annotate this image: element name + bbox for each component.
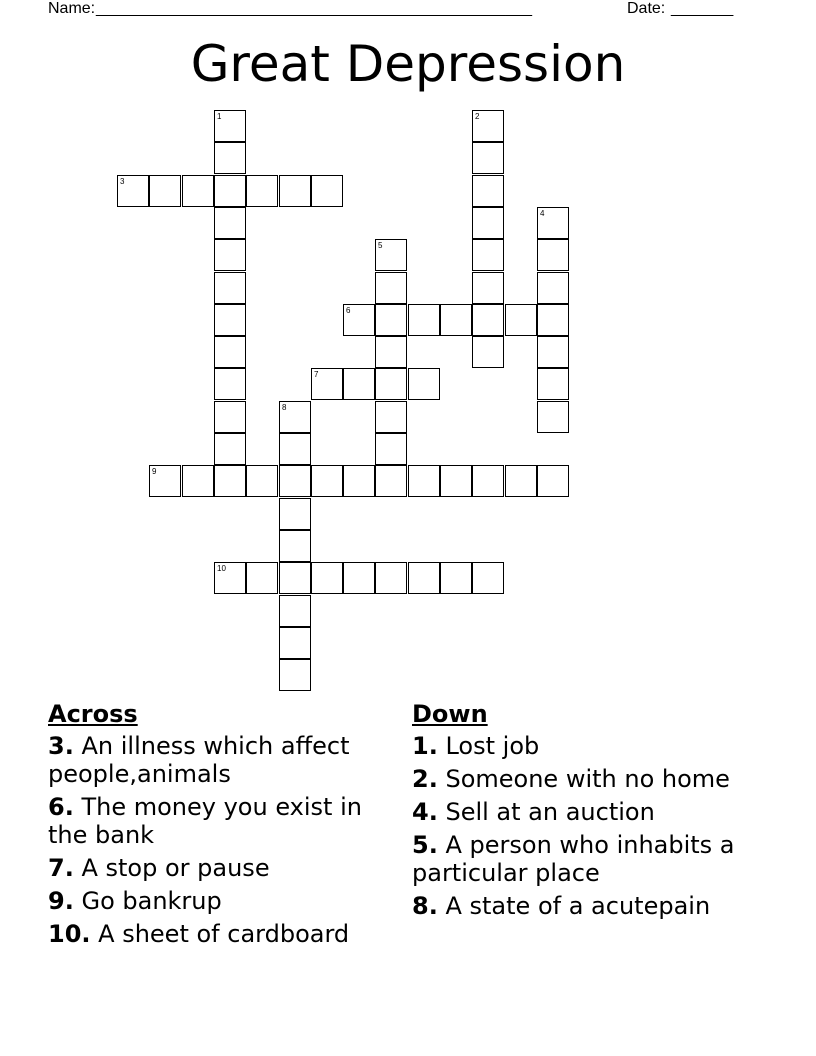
name-field[interactable]: _________________________________________________ (96, 0, 533, 17)
grid-cell[interactable] (214, 562, 246, 594)
date-label: Date: (627, 0, 666, 17)
grid-cell[interactable] (279, 401, 311, 433)
clue-text: A person who inhabits a particular place (412, 831, 735, 887)
grid-cell[interactable] (472, 465, 504, 497)
grid-cell[interactable] (214, 175, 246, 207)
down-clue (412, 798, 752, 826)
clue-text: The money you exist in the bank (48, 793, 362, 849)
grid-cell[interactable] (246, 465, 278, 497)
grid-cell[interactable] (537, 207, 569, 239)
clue-text: An illness which affect people,animals (48, 732, 350, 788)
grid-cell[interactable] (472, 336, 504, 368)
grid-cell[interactable] (214, 465, 246, 497)
grid-cell[interactable] (214, 239, 246, 271)
grid-cell[interactable] (214, 142, 246, 174)
grid-cell[interactable] (279, 433, 311, 465)
clue-num: 7. (48, 854, 74, 882)
clue-num: 6. (48, 793, 74, 821)
grid-cell[interactable] (472, 272, 504, 304)
grid-cell[interactable] (375, 336, 407, 368)
clue-text: Someone with no home (445, 765, 730, 793)
grid-cell[interactable] (279, 595, 311, 627)
clue-num: 4. (412, 798, 438, 826)
grid-cell[interactable] (149, 465, 181, 497)
grid-cell[interactable] (375, 401, 407, 433)
down-clue (412, 892, 752, 920)
grid-cell[interactable] (214, 207, 246, 239)
grid-cell[interactable] (117, 175, 149, 207)
grid-cell[interactable] (505, 465, 537, 497)
grid-cell[interactable] (182, 465, 214, 497)
clue-num: 3. (48, 732, 74, 760)
down-clue (412, 765, 752, 793)
clue-text: A stop or pause (81, 854, 270, 882)
grid-cell[interactable] (408, 304, 440, 336)
grid-cell[interactable] (214, 433, 246, 465)
grid-cell[interactable] (214, 110, 246, 142)
clue-text: Lost job (445, 732, 540, 760)
across-clue (48, 854, 388, 882)
grid-cell[interactable] (343, 562, 375, 594)
grid-cell[interactable] (375, 433, 407, 465)
down-clue (412, 732, 752, 760)
grid-cell[interactable] (214, 336, 246, 368)
across-clue (48, 732, 388, 788)
grid-cell[interactable] (440, 562, 472, 594)
down-clue-list (412, 732, 752, 920)
grid-cell[interactable] (408, 562, 440, 594)
grid-cell[interactable] (472, 142, 504, 174)
across-clues (48, 700, 388, 953)
across-clue (48, 920, 388, 948)
grid-cell[interactable] (214, 304, 246, 336)
grid-cell[interactable] (375, 239, 407, 271)
grid-cell[interactable] (279, 627, 311, 659)
grid-cell[interactable] (472, 239, 504, 271)
grid-cell[interactable] (537, 304, 569, 336)
grid-cell[interactable] (472, 110, 504, 142)
grid-cell[interactable] (149, 175, 181, 207)
grid-cell[interactable] (279, 562, 311, 594)
grid-cell[interactable] (440, 304, 472, 336)
clue-text: A sheet of cardboard (98, 920, 350, 948)
grid-cell[interactable] (375, 304, 407, 336)
grid-cell[interactable] (279, 530, 311, 562)
grid-cell[interactable] (375, 562, 407, 594)
grid-cell[interactable] (537, 465, 569, 497)
grid-cell[interactable] (537, 272, 569, 304)
clue-text: A state of a acutepain (445, 892, 711, 920)
across-heading: Across (48, 700, 138, 728)
clue-number: 2 (475, 112, 480, 121)
clue-number: 9 (152, 467, 157, 476)
grid-cell[interactable] (375, 465, 407, 497)
grid-cell[interactable] (343, 368, 375, 400)
grid-cell[interactable] (214, 401, 246, 433)
grid-cell[interactable] (214, 368, 246, 400)
grid-cell[interactable] (311, 175, 343, 207)
clue-number: 6 (346, 306, 351, 315)
grid-cell[interactable] (279, 175, 311, 207)
grid-cell[interactable] (472, 175, 504, 207)
grid-cell[interactable] (537, 401, 569, 433)
name-label: Name: (48, 0, 96, 17)
grid-cell[interactable] (537, 239, 569, 271)
grid-cell[interactable] (505, 304, 537, 336)
grid-cell[interactable] (472, 207, 504, 239)
grid-cell[interactable] (311, 368, 343, 400)
clue-number: 1 (217, 112, 222, 121)
clue-number: 5 (378, 241, 383, 250)
grid-cell[interactable] (472, 562, 504, 594)
down-clue (412, 831, 752, 887)
grid-cell[interactable] (279, 465, 311, 497)
across-clue (48, 793, 388, 849)
clue-number: 7 (314, 370, 319, 379)
clue-num: 5. (412, 831, 438, 859)
across-clue-list (48, 732, 388, 948)
grid-cell[interactable] (440, 465, 472, 497)
puzzle-title: Great Depression (190, 35, 626, 93)
clue-num: 8. (412, 892, 438, 920)
grid-cell[interactable] (472, 304, 504, 336)
clue-num: 10. (48, 920, 91, 948)
date-field[interactable]: _______ (671, 0, 734, 17)
clue-number: 10 (217, 564, 226, 573)
grid-cell[interactable] (343, 304, 375, 336)
down-clues (412, 700, 752, 925)
grid-cell[interactable] (246, 175, 278, 207)
grid-cell[interactable] (537, 336, 569, 368)
clue-number: 3 (120, 177, 125, 186)
grid-cell[interactable] (214, 272, 246, 304)
down-heading: Down (412, 700, 488, 728)
grid-cell[interactable] (182, 175, 214, 207)
grid-cell[interactable] (246, 562, 278, 594)
grid-cell[interactable] (408, 368, 440, 400)
grid-cell[interactable] (537, 368, 569, 400)
clue-num: 1. (412, 732, 438, 760)
clue-text: Sell at an auction (445, 798, 655, 826)
clue-num: 9. (48, 887, 74, 915)
clue-number: 8 (282, 403, 287, 412)
grid-cell[interactable] (279, 659, 311, 691)
clue-number: 4 (540, 209, 545, 218)
clue-num: 2. (412, 765, 438, 793)
grid-cell[interactable] (375, 368, 407, 400)
grid-cell[interactable] (408, 465, 440, 497)
grid-cell[interactable] (311, 562, 343, 594)
grid-cell[interactable] (375, 272, 407, 304)
clue-text: Go bankrup (81, 887, 222, 915)
across-clue (48, 887, 388, 915)
grid-cell[interactable] (279, 498, 311, 530)
grid-cell[interactable] (343, 465, 375, 497)
grid-cell[interactable] (311, 465, 343, 497)
